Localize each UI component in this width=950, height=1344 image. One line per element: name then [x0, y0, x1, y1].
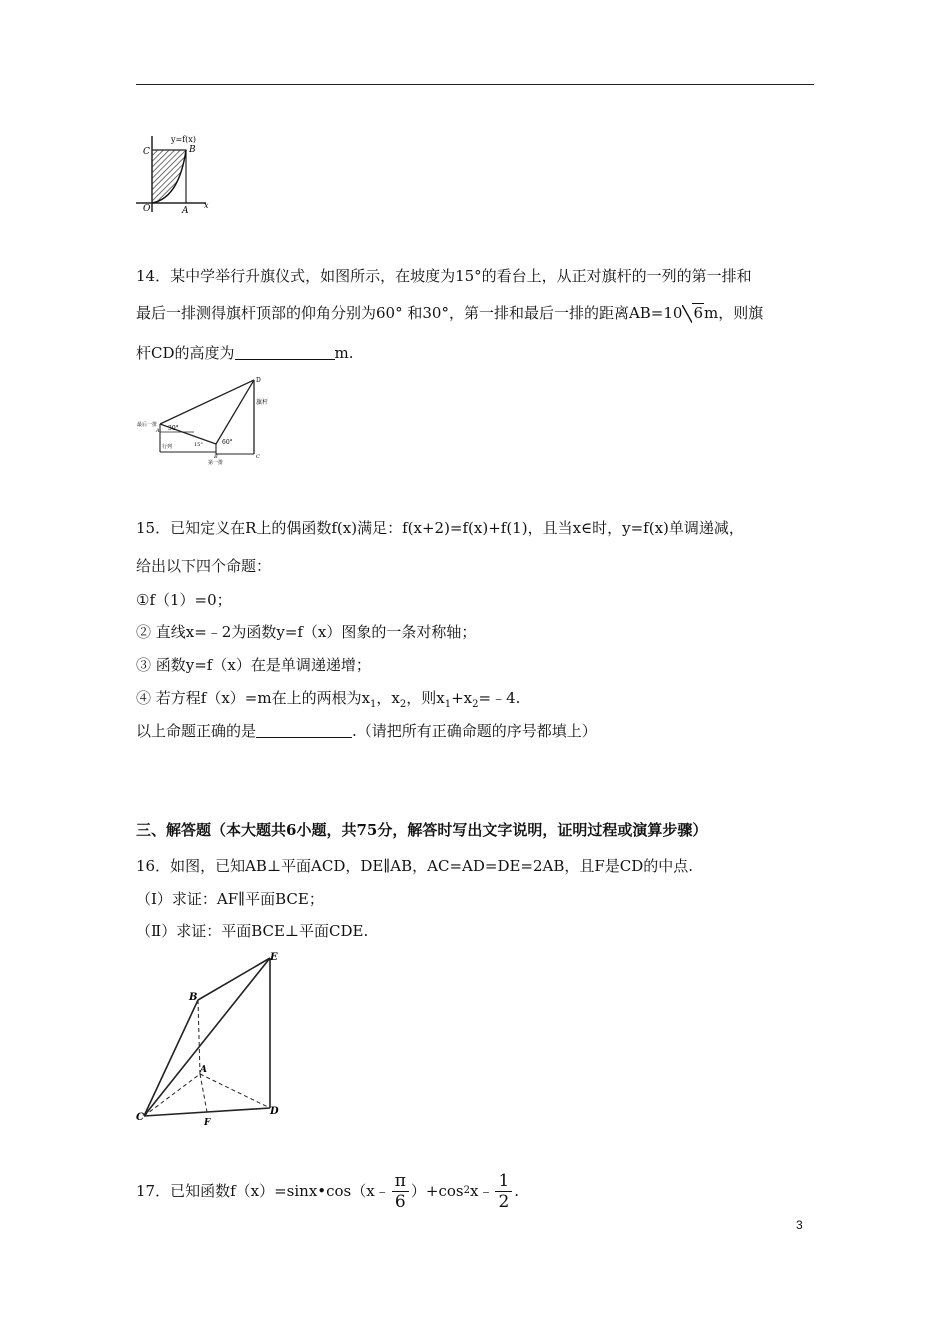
q14-label-angle30: 30° [168, 425, 179, 432]
sqrt-value: 6 [693, 304, 704, 322]
q15-answer-blank[interactable] [256, 723, 352, 738]
q13-shaded-region [152, 150, 186, 203]
q17-text-a: 17．已知函数f（x）=sinx•cos（x﹣ [136, 1182, 390, 1200]
q13-label-c: C [143, 147, 150, 157]
subscript: 1 [444, 699, 452, 710]
q14-line2-text: 最后一排测得旗杆顶部的仰角分别为60° 和30°，第一排和最后一排的距离AB=10 [136, 304, 683, 322]
q13-label-a: A [182, 206, 189, 214]
q15-item2: ② 直线x=﹣2为函数y=f（x）图象的一条对称轴； [136, 623, 477, 641]
q15-line1: 15．已知定义在R上的偶函数f(x)满足：f(x+2)=f(x)+f(1)，且当x∈时，y=f(x)单调递减， [136, 519, 744, 537]
q14-label-a: A [156, 428, 160, 434]
subscript: 2 [399, 699, 407, 710]
header-rule [136, 84, 814, 85]
frac-denominator: 2 [498, 1191, 510, 1212]
q13-label-x: x [204, 201, 209, 210]
q17-text-d: . [514, 1182, 520, 1200]
q15-item4-text-a: ④ 若方程f（x）=m在上的两根为x [136, 689, 371, 707]
page-number: 3 [796, 1218, 803, 1232]
q14-label-first-row: 第一排 [208, 460, 224, 466]
q17-text-c: x﹣ [470, 1182, 494, 1200]
q14-line3-unit: m. [334, 344, 354, 362]
q13-label-b: B [189, 145, 196, 155]
q14-label-d: D [256, 377, 261, 384]
subscript: 2 [472, 699, 479, 710]
q16-label-f: F [204, 1118, 211, 1128]
fraction-one-half [495, 1171, 512, 1212]
q14-label-b: B [214, 454, 218, 460]
edge-ba [198, 1000, 200, 1074]
q17-text-b: ）+cos [410, 1182, 464, 1200]
q15-item4-text-c: ，则x [406, 689, 445, 707]
q16-label-e: E [270, 952, 278, 963]
q14-line3 [136, 343, 354, 363]
q15-line2: 给出以下四个命题： [136, 557, 272, 575]
q17-line [136, 1168, 519, 1214]
q16-line1: 16．如图，已知AB⊥平面ACD，DE∥AB，AC=AD=DE=2AB，且F是CD的中点. [136, 857, 694, 875]
q15-item4 [136, 688, 520, 715]
q13-label-fx: y=f(x) [171, 135, 196, 144]
frac-numerator: π [392, 1171, 409, 1192]
frac-denominator: 6 [394, 1191, 406, 1212]
q15-item4-text-e: =﹣4. [478, 689, 521, 707]
q14-label-path: 行列 [162, 444, 173, 450]
q16-figure [134, 950, 284, 1130]
superscript: 2 [463, 1185, 470, 1196]
edge-af [200, 1074, 207, 1112]
q13-label-o: O [143, 204, 151, 214]
q16-label-d: D [270, 1106, 279, 1117]
q15-item3: ③ 函数y=f（x）在是单调递递增； [136, 656, 371, 674]
q14-label-angle15: 15° [194, 442, 203, 448]
subscript: 1 [370, 699, 377, 710]
edge-ce [144, 958, 270, 1116]
q15-answer-note: .（请把所有正确命题的序号都填上） [352, 722, 597, 740]
q14-line2-text-end: m，则旗 [704, 304, 764, 322]
q15-answer-line [136, 721, 597, 741]
q14-label-flagpole: 旗杆 [256, 399, 269, 406]
edge-ad [200, 1074, 270, 1108]
q15-item4-text-d: +x [451, 689, 473, 707]
fraction-pi-over-6 [392, 1171, 409, 1212]
edge-be [198, 958, 270, 1000]
q14-label-angle60: 60° [222, 439, 233, 446]
q14-answer-blank[interactable] [235, 345, 335, 360]
sqrt-symbol [682, 303, 704, 323]
q13-figure [134, 128, 214, 214]
q14-label-c: C [256, 454, 260, 460]
q14-line3-text: 杆CD的高度为 [136, 344, 235, 362]
q16-label-a: A [200, 1065, 207, 1075]
frac-numerator: 1 [495, 1171, 512, 1192]
q16-part1: （Ⅰ）求证：AF∥平面BCE； [136, 890, 324, 908]
q16-label-b: B [189, 992, 198, 1003]
q14-label-last-row: 最后一排 [137, 422, 158, 428]
q15-item4-text-b: ，x [376, 689, 400, 707]
q16-label-c: C [136, 1112, 144, 1123]
q14-line2 [136, 303, 763, 323]
q15-answer-prompt: 以上命题正确的是 [136, 722, 257, 740]
section3-heading: 三、解答题（本大题共6小题，共75分，解答时写出文字说明，证明过程或演算步骤） [136, 821, 708, 839]
q16-part2: （Ⅱ）求证：平面BCE⊥平面CDE. [136, 922, 369, 940]
q14-figure [136, 374, 276, 470]
q14-line1: 14．某中学举行升旗仪式，如图所示，在坡度为15°的看台上，从正对旗杆的一列的第一排和 [136, 267, 752, 285]
q15-item1: ①f（1）=0； [136, 591, 232, 609]
